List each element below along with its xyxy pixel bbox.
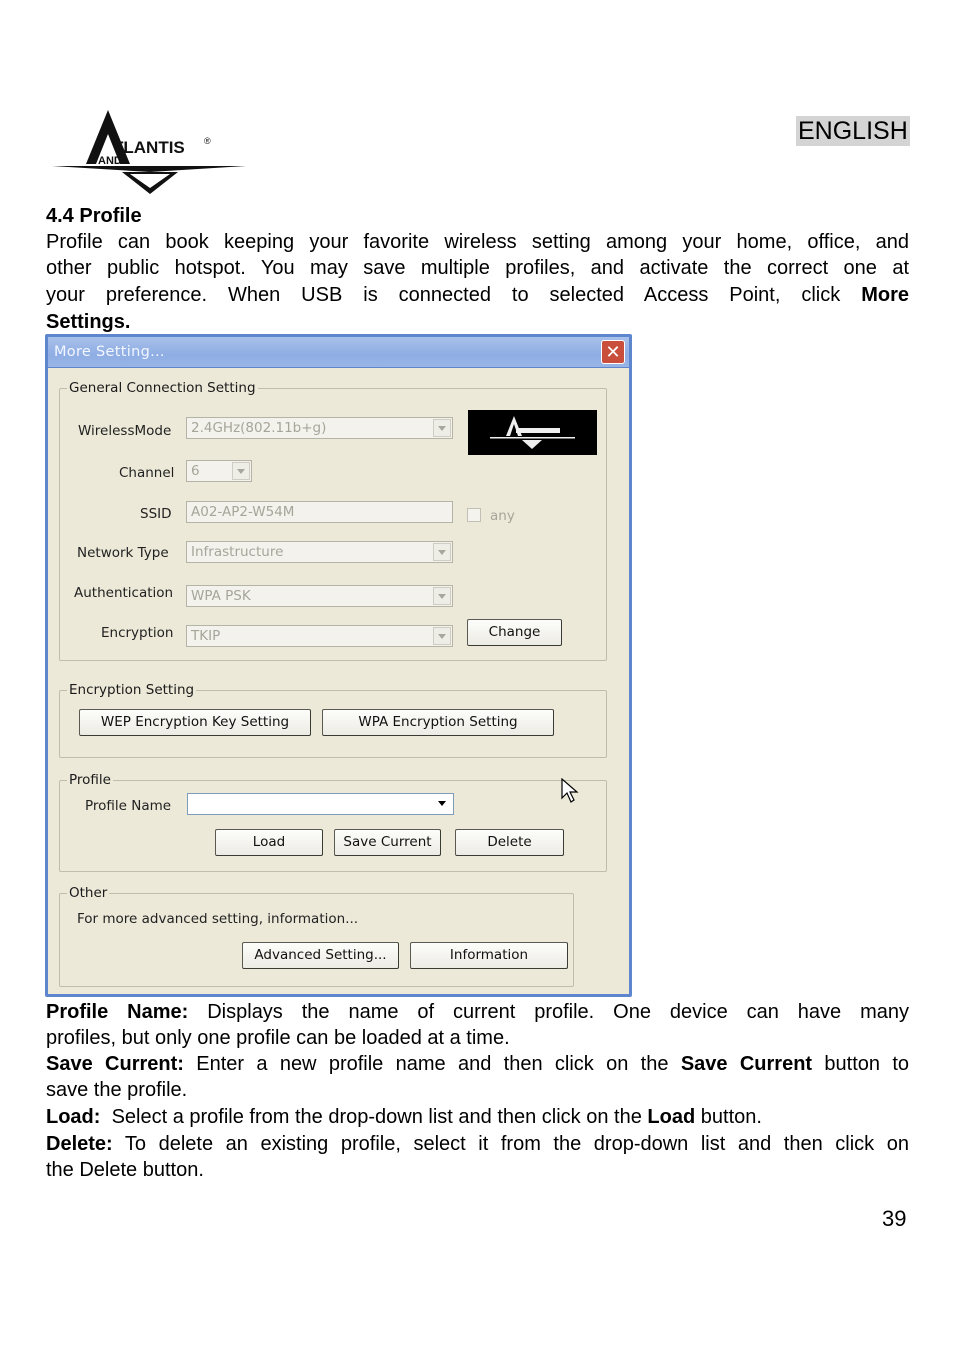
atlantis-logo — [50, 108, 250, 200]
wireless-mode-value: 2.4GHz(802.11b+g) — [191, 420, 327, 436]
atlantis-logo-graphic — [50, 108, 250, 200]
intro-line-3 — [46, 282, 909, 309]
general-connection-legend: General Connection Setting — [69, 380, 256, 396]
delete-desc-line1 — [46, 1131, 909, 1158]
chevron-down-icon — [433, 587, 451, 605]
other-legend: Other — [69, 885, 108, 901]
more-setting-dialog — [45, 334, 632, 997]
change-button[interactable]: Change — [467, 619, 562, 646]
logo-sub: AND — [98, 155, 122, 167]
authentication-select[interactable] — [186, 585, 453, 607]
load-desc — [46, 1104, 909, 1131]
any-checkbox[interactable] — [467, 508, 481, 522]
language-label: ENGLISH — [798, 117, 908, 145]
encryption-select[interactable] — [186, 625, 453, 647]
load-desc-a: Select a profile from the drop-down list and then click on the — [111, 1106, 642, 1128]
network-type-label: Network Type — [77, 545, 169, 561]
brand-image — [468, 410, 597, 455]
save-current-desc-b: button to — [824, 1053, 910, 1075]
logo-text: TLANTIS — [113, 138, 185, 157]
profile-name-desc-text: Displays the name of current profile. One device can have many — [207, 1001, 909, 1023]
save-current-desc-line1 — [46, 1051, 909, 1078]
wireless-mode-label: WirelessMode — [78, 423, 172, 439]
intro-more-bold: More — [861, 284, 909, 306]
delete-term: Delete: — [46, 1133, 113, 1155]
channel-select[interactable] — [186, 460, 252, 482]
delete-desc-text: To delete an existing profile, select it from the drop-down list and then click on — [124, 1133, 910, 1155]
network-type-value: Infrastructure — [191, 544, 284, 560]
intro-line-1: Profile can book keeping your favorite wireless setting among your home, office, and — [46, 231, 909, 253]
chevron-down-icon — [232, 462, 250, 480]
dialog-client-area — [48, 368, 629, 994]
intro-line-3-text: your preference. When USB is connected to selected Access Point, click — [46, 284, 841, 306]
close-icon[interactable]: ✕ — [601, 340, 625, 364]
save-current-desc-a: Enter a new profile name and then click on the — [196, 1053, 669, 1075]
any-label: any — [490, 508, 515, 524]
authentication-value: WPA PSK — [191, 588, 251, 604]
advanced-setting-button[interactable]: Advanced Setting... — [242, 942, 399, 969]
profile-name-term: Profile Name: — [46, 1001, 189, 1023]
ssid-field[interactable] — [186, 501, 453, 523]
information-button[interactable]: Information — [410, 942, 568, 969]
channel-label: Channel — [119, 465, 175, 481]
load-desc-b: button. — [700, 1106, 762, 1128]
profile-name-label: Profile Name — [85, 798, 172, 814]
ssid-value: A02-AP2-W54M — [191, 504, 295, 520]
ssid-label: SSID — [140, 506, 172, 522]
load-term: Load: — [46, 1106, 101, 1128]
encryption-label: Encryption — [101, 625, 174, 641]
delete-button[interactable]: Delete — [455, 829, 564, 856]
dialog-titlebar — [48, 337, 629, 367]
logo-mark: ® — [204, 136, 211, 146]
save-current-desc-bold: Save Current — [680, 1053, 813, 1075]
delete-desc-line2: the Delete button. — [46, 1159, 204, 1181]
profile-legend: Profile — [69, 772, 111, 788]
intro-line-2: other public hotspot. You may save multiple profiles, and activate the correct one at — [46, 257, 909, 279]
load-desc-bold: Load — [647, 1106, 696, 1128]
save-current-button[interactable]: Save Current — [334, 829, 441, 856]
save-current-term: Save Current: — [46, 1053, 184, 1075]
atlantis-small-logo — [468, 410, 597, 455]
profile-name-desc-line2: profiles, but only one profile can be loaded at a time. — [46, 1027, 510, 1049]
dialog-title: More Setting... — [54, 344, 165, 360]
wireless-mode-select[interactable] — [186, 417, 453, 439]
authentication-label: Authentication — [74, 585, 174, 601]
chevron-down-icon — [433, 543, 451, 561]
other-group — [59, 893, 574, 987]
load-button[interactable]: Load — [215, 829, 323, 856]
other-info-text: For more advanced setting, information... — [77, 911, 359, 927]
mouse-pointer-icon — [561, 778, 579, 804]
save-current-desc-line2: save the profile. — [46, 1079, 188, 1101]
wep-encryption-key-button[interactable]: WEP Encryption Key Setting — [79, 709, 311, 736]
channel-value: 6 — [191, 463, 200, 479]
encryption-setting-legend: Encryption Setting — [69, 682, 195, 698]
network-type-select[interactable] — [186, 541, 453, 563]
section-heading: 4.4 Profile — [46, 205, 142, 227]
chevron-down-icon — [434, 795, 452, 813]
chevron-down-icon — [433, 627, 451, 645]
page-number: 39 — [882, 1206, 907, 1231]
profile-name-select[interactable] — [187, 793, 454, 815]
profile-name-desc-line1 — [46, 999, 909, 1026]
chevron-down-icon — [433, 419, 451, 437]
intro-line-4: Settings. — [46, 311, 131, 333]
wpa-encryption-button[interactable]: WPA Encryption Setting — [322, 709, 554, 736]
encryption-value: TKIP — [191, 628, 221, 644]
